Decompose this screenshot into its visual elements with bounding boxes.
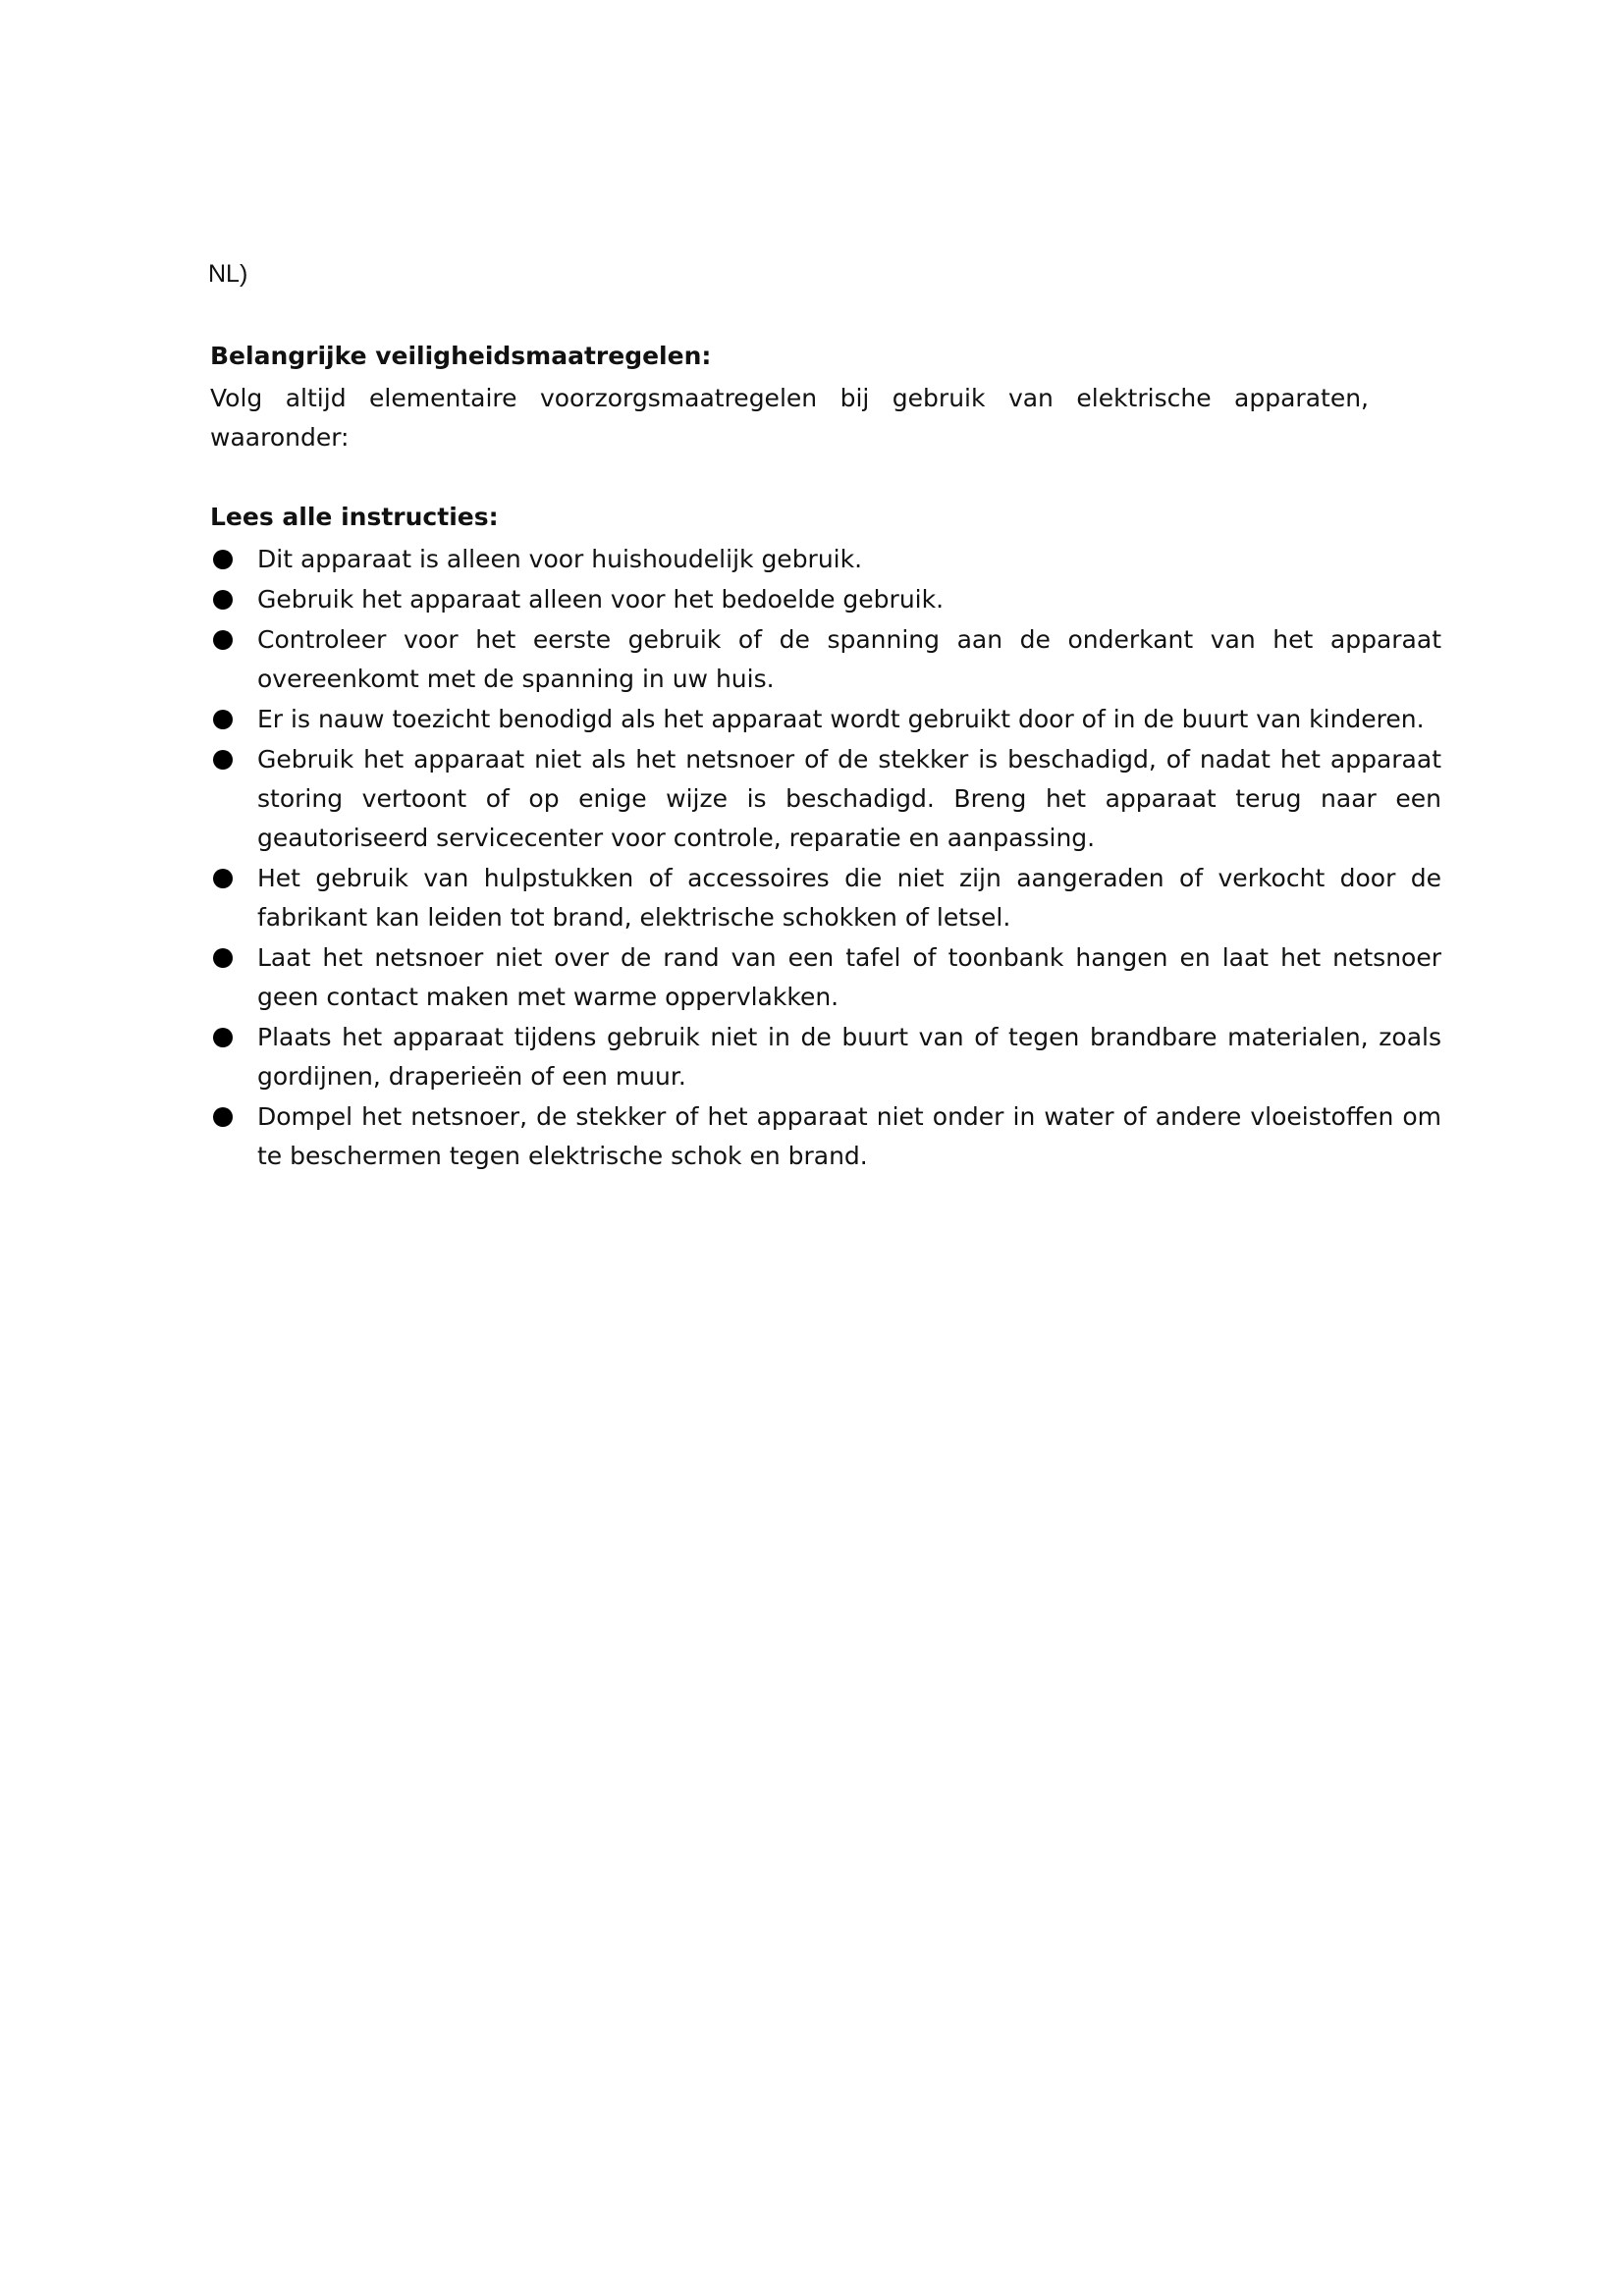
list-item xyxy=(208,859,1441,937)
list-item xyxy=(208,540,1441,579)
list-item-text: Het gebruik van hulpstukken of accessoires die niet zijn aangeraden of verkocht door de fabrikant kan leiden tot brand, elektrische schokken of letsel. xyxy=(257,864,1441,932)
list-item-text: Dompel het netsnoer, de stekker of het apparaat niet onder in water of andere vloeistoffen om te beschermen tegen elektrische schok en brand. xyxy=(257,1102,1441,1170)
bullet-icon xyxy=(213,948,233,968)
list-item-text: Gebruik het apparaat alleen voor het bedoelde gebruik. xyxy=(257,585,945,614)
list-item xyxy=(208,580,1441,619)
list-item-text: Er is nauw toezicht benodigd als het apparaat wordt gebruikt door of in de buurt van kinderen. xyxy=(257,705,1425,733)
language-code: NL) xyxy=(208,260,248,288)
list-item-text: Laat het netsnoer niet over de rand van een tafel of toonbank hangen en laat het netsnoer geen contact maken met warme oppervlakken. xyxy=(257,943,1441,1011)
bullet-icon xyxy=(213,590,233,610)
list-item-text: Plaats het apparaat tijdens gebruik niet in de buurt van of tegen brandbare materialen, zoals gordijnen, draperieën of een muur. xyxy=(257,1023,1441,1091)
instructions-list xyxy=(208,540,1441,1177)
bullet-icon xyxy=(213,869,233,888)
safety-intro: Volg altijd elementaire voorzorgsmaatregelen bij gebruik van elektrische apparaten, waaronder: xyxy=(210,384,1369,452)
safety-heading: Belangrijke veiligheidsmaatregelen: xyxy=(210,342,712,370)
bullet-icon xyxy=(213,1028,233,1047)
instructions-heading: Lees alle instructies: xyxy=(210,503,499,531)
bullet-icon xyxy=(213,630,233,650)
list-item xyxy=(208,700,1441,739)
list-item xyxy=(208,620,1441,699)
list-item-text: Dit apparaat is alleen voor huishoudelijk gebruik. xyxy=(257,545,863,573)
list-item xyxy=(208,1018,1441,1096)
bullet-icon xyxy=(213,1107,233,1127)
list-item-text: Gebruik het apparaat niet als het netsnoer of de stekker is beschadigd, of nadat het apparaat storing vertoont of op enige wijze is beschadigd. Breng het apparaat terug naar een geautoriseerd servicecenter voor controle, reparatie en aanpassing. xyxy=(257,745,1441,852)
list-item xyxy=(208,1097,1441,1176)
bullet-icon xyxy=(213,710,233,729)
list-item xyxy=(208,740,1441,858)
bullet-icon xyxy=(213,750,233,770)
bullet-icon xyxy=(213,550,233,569)
list-item-text: Controleer voor het eerste gebruik of de spanning aan de onderkant van het apparaat overeenkomt met de spanning in uw huis. xyxy=(257,625,1441,693)
list-item xyxy=(208,938,1441,1017)
